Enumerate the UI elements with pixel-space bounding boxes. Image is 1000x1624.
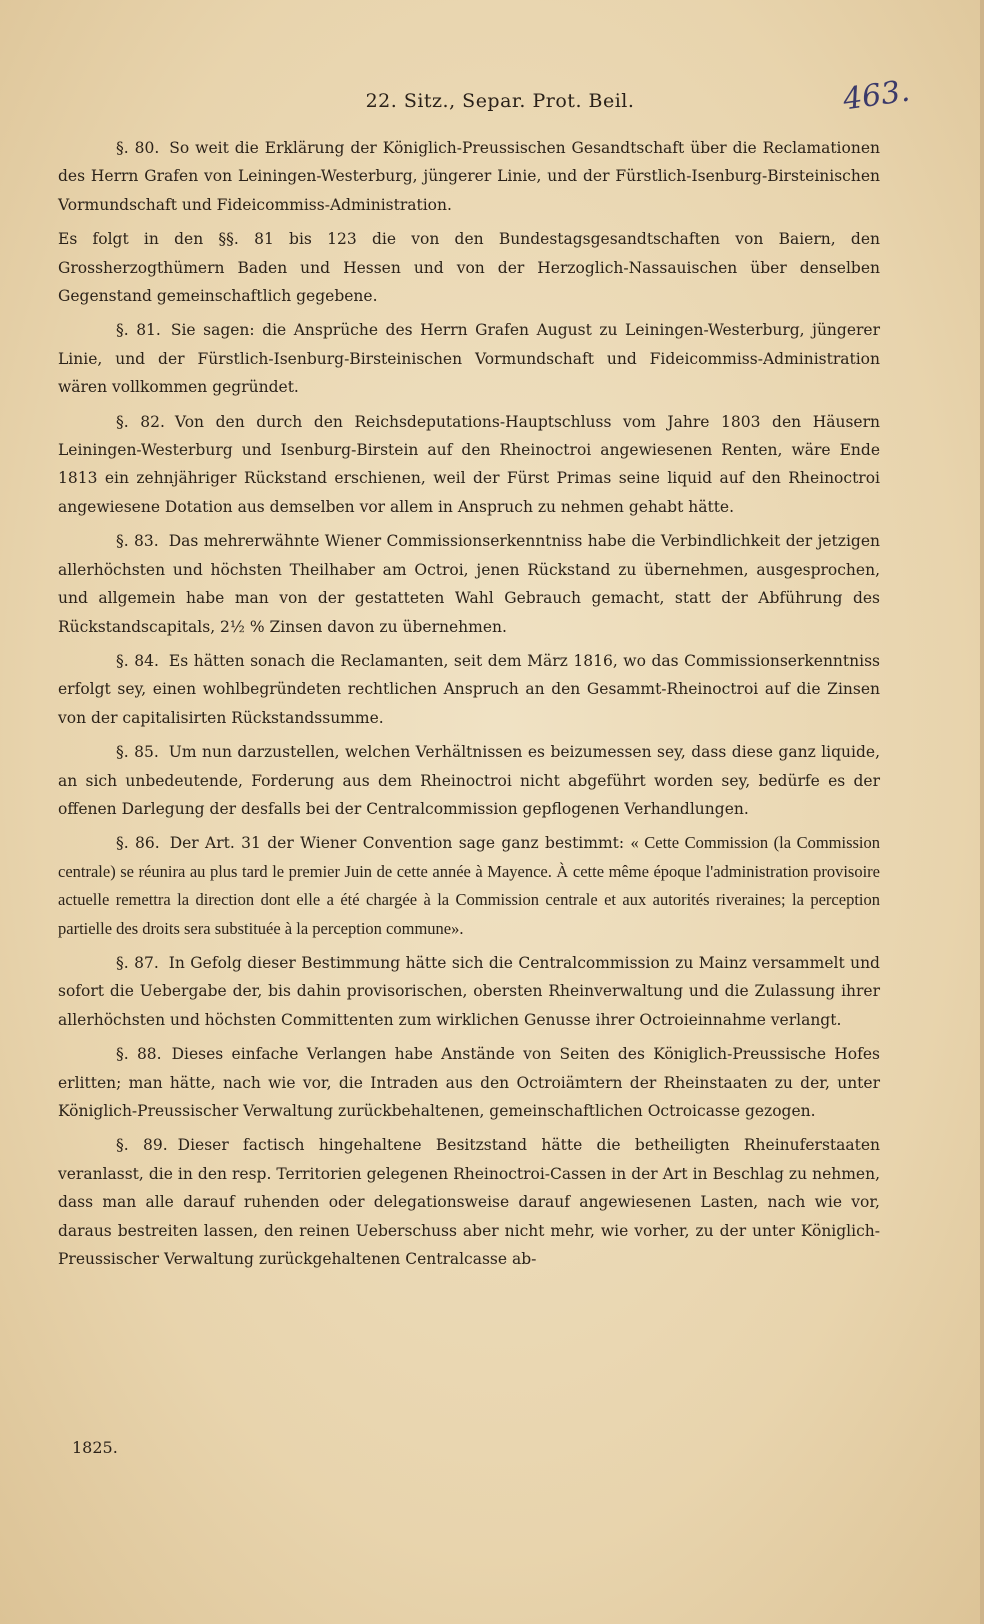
paragraph-number: §. 80. <box>116 139 160 157</box>
paragraph <box>58 225 880 310</box>
paragraph-number: §. 87. <box>116 953 159 972</box>
paragraph-text: Es folgt in den §§. 81 bis 123 die von den Bundestagsgesandtschaften von Baiern, den Grossherzogthümern Baden und Hessen und von der Herzoglich-Nassauischen über denselben Gegenstand gemeinschaftlich gegebene. <box>58 230 880 306</box>
french-quotation: « Cette Commission (la Commission centrale) se réunira au plus tard le premier Juin de cette année à Mayence. À cette même époque l'administration provisoire actuelle remettra la direction dont elle a été chargée à la Commission centrale et aux autorités riveraines; la perception partielle des droits sera substituée à la perception commune». <box>58 833 880 938</box>
paragraph <box>58 527 880 641</box>
scan-margin <box>984 0 1000 1624</box>
paragraph-text: In Gefolg dieser Bestimmung hätte sich die Centralcommission zu Mainz versammelt und sofort die Uebergabe der, bis dahin provisorischen, obersten Rheinverwaltung und die Zulassung ihrer allerhöchsten und höchsten Committenten zum wirklichen Genusse ihrer Octroieinnahme verlangt. <box>58 953 880 1029</box>
paragraph-text: Es hätten sonach die Reclamanten, seit dem März 1816, wo das Commissionserkenntniss erfolgt sey, einen wohlbegründeten rechtlichen Anspruch an den Gesammt-Rheinoctroi auf die Zinsen von der capitalisirten Rückstandssumme. <box>58 651 880 727</box>
body-text <box>58 134 880 1279</box>
paragraph-text: Dieser factisch hingehaltene Besitzstand hätte die betheiligten Rheinuferstaaten veranlasst, die in den resp. Territorien gelegenen Rheinoctroi-Cassen in der Art in Beschlag zu nehmen, dass man alle darauf ruhenden oder delegationsweise darauf angewiesenen Lasten, nach wie vor, daraus bestreiten lassen, den reinen Ueberschuss aber nicht mehr, wie vorher, zu der unter Königlich-Preussischer Verwaltung zurückgehaltenen Centralcasse ab- <box>58 1136 880 1269</box>
running-header: 22. Sitz., Separ. Prot. Beil. <box>365 90 635 112</box>
paragraph-number: §. 82. <box>116 412 165 431</box>
paragraph-number: §. 85. <box>116 743 159 762</box>
paragraph-text: Der Art. 31 der Wiener Convention sage ganz bestimmt: <box>169 834 625 853</box>
paragraph-number: §. 81. <box>116 321 161 340</box>
paragraph <box>58 949 880 1034</box>
paragraph-text: Um nun darzustellen, welchen Verhältnissen es beizumessen sey, dass diese ganz liquide, an sich unbedeutende, Forderung aus dem Rheinoctroi nicht abgeführt worden sey, bedürfe es der offenen Darlegung der desfalls bei der Centralcommission gepflogenen Verhandlungen. <box>58 743 880 818</box>
paragraph-number: §. 84. <box>116 651 159 670</box>
paragraph-number: §. 89. <box>116 1136 168 1155</box>
paragraph-text: Von den durch den Reichsdeputations-Hauptschluss vom Jahre 1803 den Häusern Leiningen-Westerburg und Isenburg-Birstein auf den Rheinoctroi angewiesenen Renten, wäre Ende 1813 ein zehnjähriger Rückstand erschienen, weil der Fürst Primas seine liquid auf den Rheinoctroi angewiesene Dotation aus demselben vor allem in Anspruch zu nehmen gehabt hätte. <box>58 412 880 516</box>
paragraph-text: So weit die Erklärung der Königlich-Preussischen Gesandtschaft über die Reclamationen des Herrn Grafen von Leiningen-Westerburg, jüngerer Linie, und der Fürstlich-Isenburg-Birsteinischen Vormundschaft und Fideicommiss-Administration. <box>58 139 880 214</box>
paragraph-number: §. 86. <box>116 834 160 853</box>
paragraph <box>58 408 880 522</box>
printer-signature: 1825. <box>72 1438 118 1457</box>
paragraph <box>58 738 880 823</box>
paragraph <box>58 829 880 943</box>
folio-number: 463. <box>841 73 913 118</box>
paragraph-number: §. 83. <box>116 532 159 551</box>
paragraph-text: Sie sagen: die Ansprüche des Herrn Grafen August zu Leiningen-Westerburg, jüngerer Linie, und der Fürstlich-Isenburg-Birsteinischen Vormundschaft und Fideicommiss-Administration wären vollkommen gegründet. <box>58 321 880 397</box>
paragraph <box>58 1040 880 1125</box>
paragraph <box>58 316 880 401</box>
paragraph <box>58 1131 880 1273</box>
paragraph <box>58 647 880 732</box>
paragraph <box>58 134 880 219</box>
paragraph-text: Das mehrerwähnte Wiener Commissionserkenntniss habe die Verbindlichkeit der jetzigen allerhöchsten und höchsten Theilhaber am Octroi, jenen Rückstand zu übernehmen, ausgesprochen, und allgemein habe man von der gestatteten Wahl Gebrauch gemacht, statt der Abführung des Rückstandscapitals, 2½ % Zinsen davon zu übernehmen. <box>58 532 880 636</box>
paragraph-text: Dieses einfache Verlangen habe Anstände von Seiten des Königlich-Preussische Hofes erlitten; man hätte, nach wie vor, die Intraden aus den Octroiämtern der Rheinstaaten zu der, unter Königlich-Preussischer Verwaltung zurückbehaltenen, gemeinschaftlichen Octroicasse gezogen. <box>58 1045 880 1120</box>
paragraph-number: §. 88. <box>116 1045 162 1064</box>
